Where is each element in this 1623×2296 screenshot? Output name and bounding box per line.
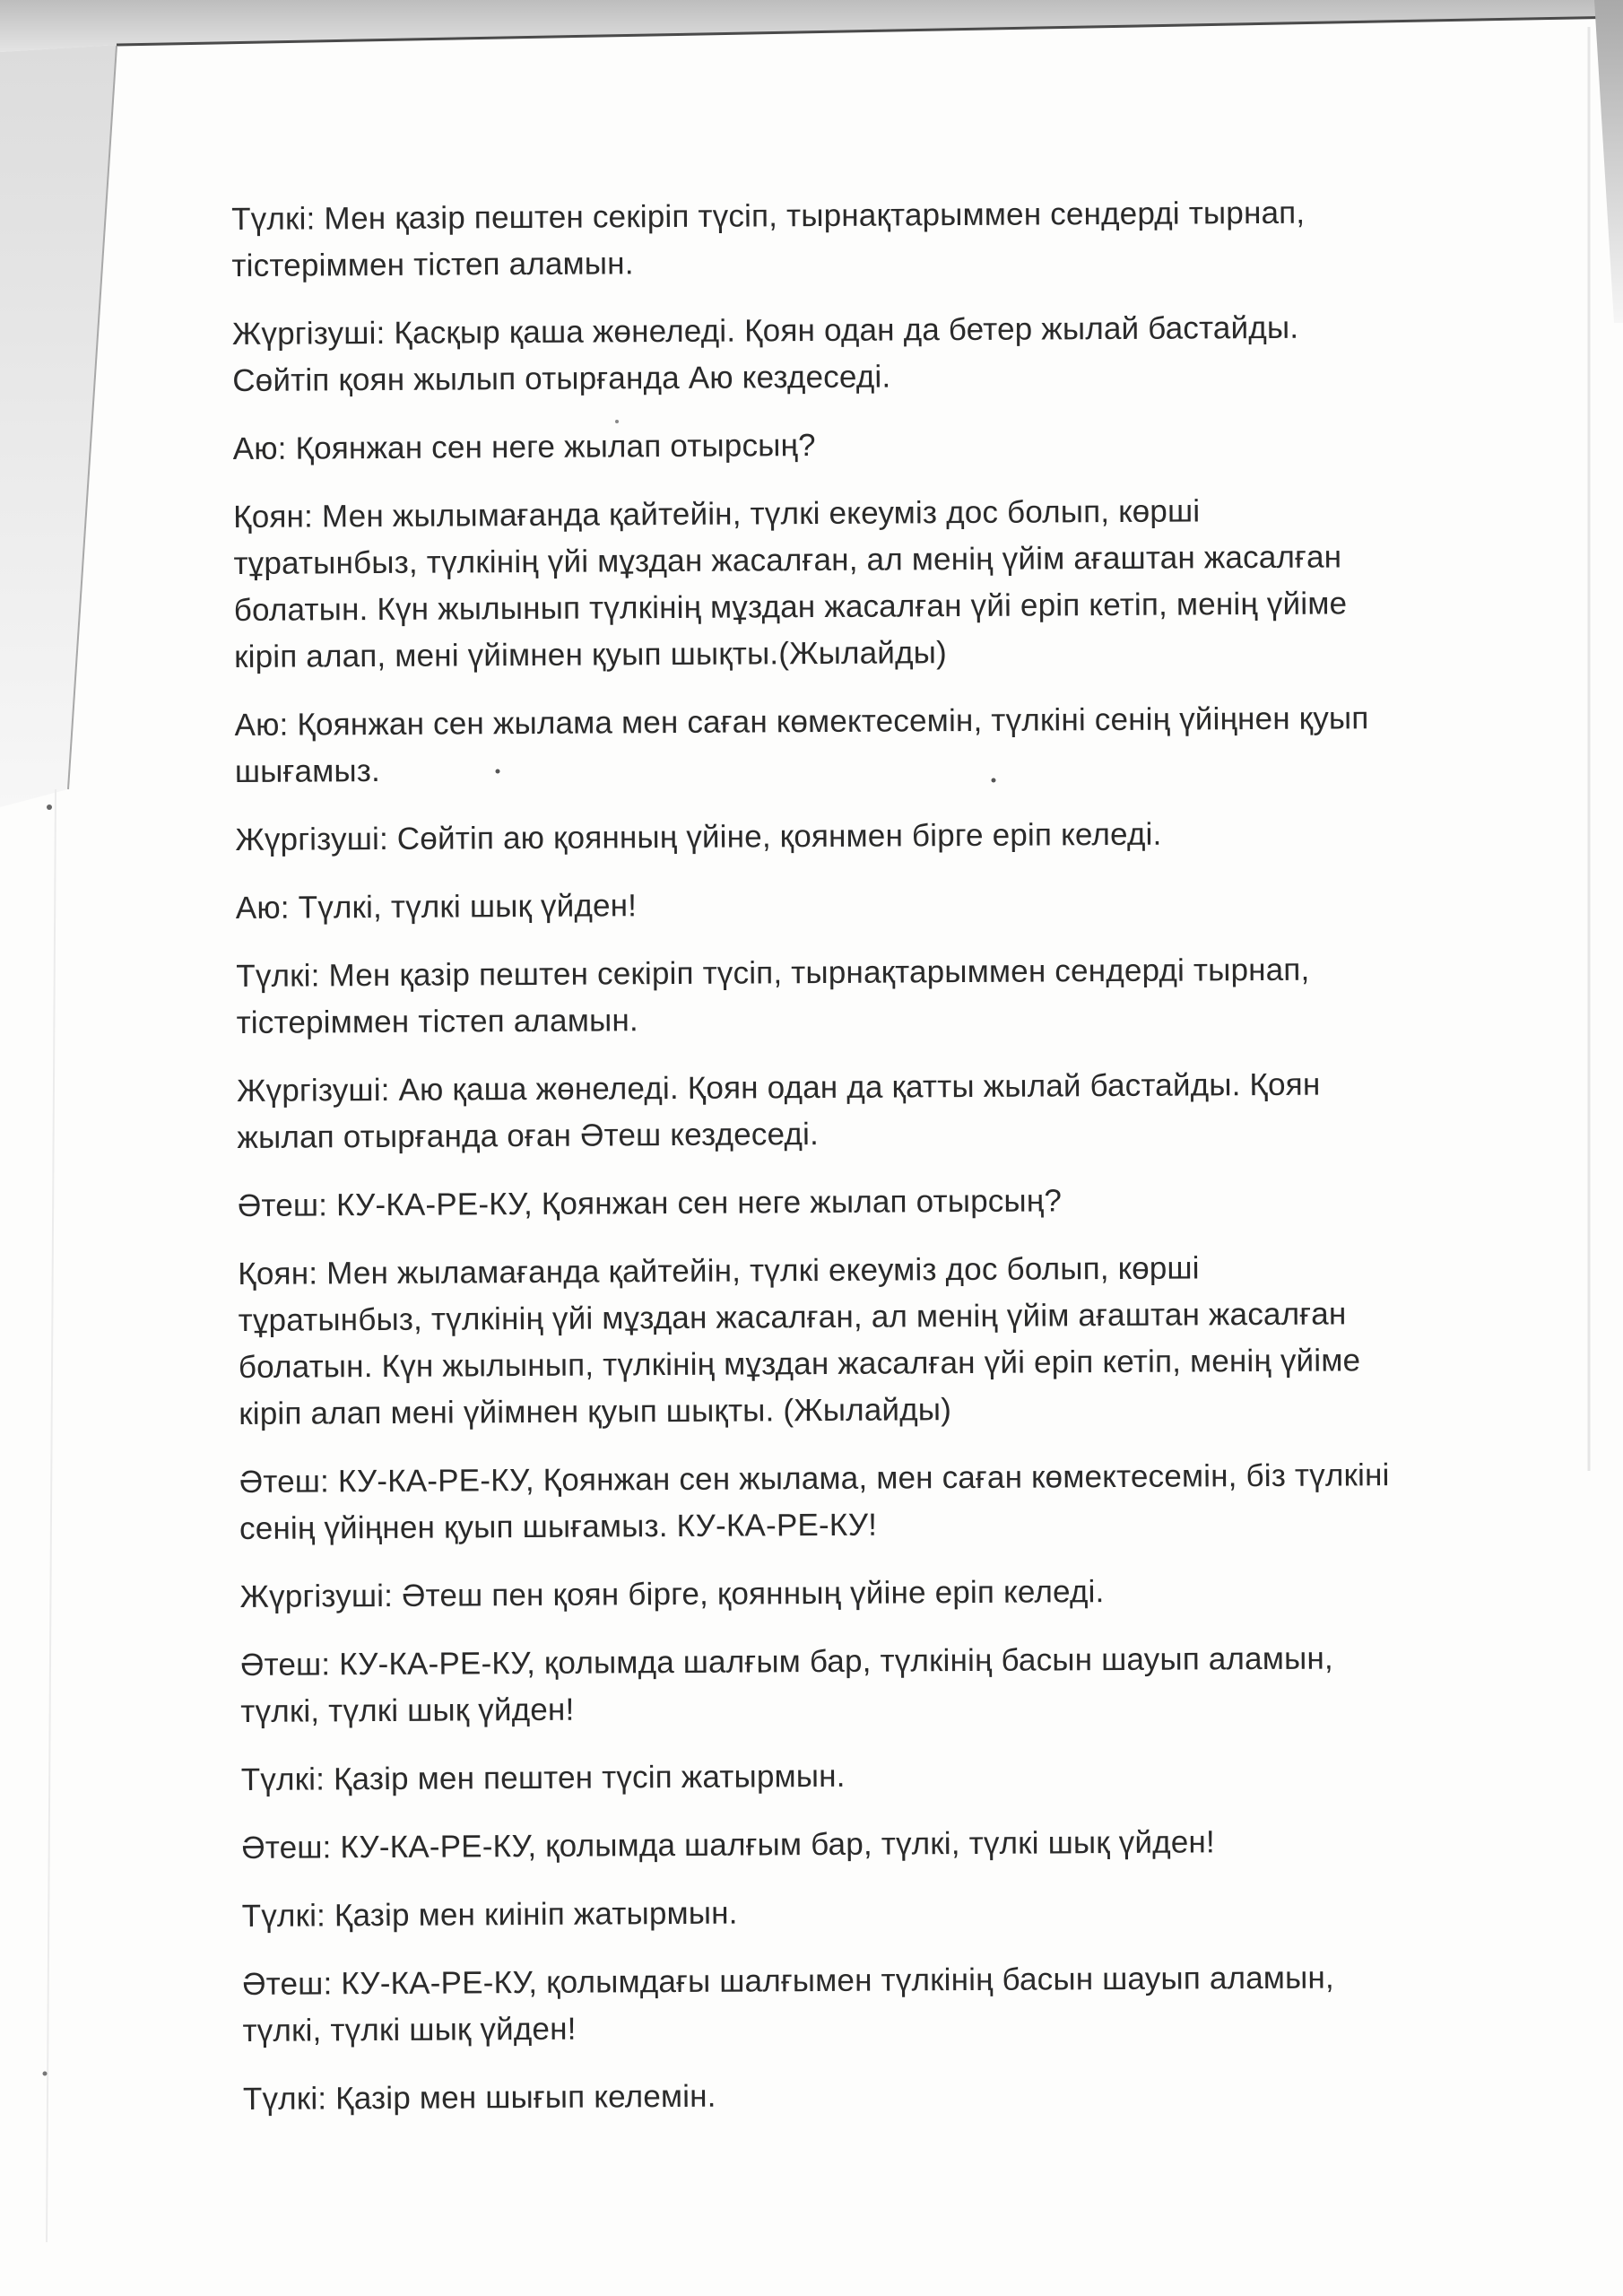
- text-line: Әтеш: КУ-КА-РЕ-КУ, Қоянжан сен жылама, мен саған көмектесемін, біз түлкіні: [239, 1457, 1390, 1500]
- text-line: болатын. Күн жылынып, түлкінің мұздан жасалған үйі еріп кетіп, менің үйіме: [238, 1343, 1361, 1385]
- dialogue-paragraph: [233, 418, 1542, 473]
- dialogue-paragraph: [238, 1243, 1548, 1438]
- text-line: тұратынбыз, түлкінің үйі мұздан жасалған, ал менің үйім ағаштан жасалған: [238, 1296, 1347, 1338]
- text-line: тұратынбыз, түлкінің үйі мұздан жасалған, ал менің үйім ағаштан жасалған: [233, 539, 1342, 581]
- text-line: тістеріммен тістеп аламын.: [236, 1003, 638, 1040]
- dialogue-paragraph: [237, 1060, 1547, 1161]
- text-line: Түлкі: Қазір мен пештен түсіп жатырмын.: [240, 1758, 846, 1797]
- text-line: Аю: Қоянжан сен жылама мен саған көмектесемін, түлкіні сенің үйіңнен қуып: [234, 700, 1369, 743]
- text-line: Аю: Түлкі, түлкі шық үйден!: [235, 888, 638, 926]
- text-line: Жүргізуші: Әтеш пен қоян бірге, қоянның үйіне еріп келеді.: [239, 1574, 1105, 1614]
- dialogue-paragraph: [241, 1817, 1550, 1872]
- dialogue-paragraph: [232, 303, 1542, 404]
- dialogue-paragraph: [236, 945, 1546, 1047]
- dialogue-paragraph: [240, 1634, 1550, 1735]
- text-line: шығамыз.: [234, 752, 381, 789]
- text-line: Аю: Қоянжан сен неге жылап отырсың?: [232, 428, 816, 466]
- text-line: Түлкі: Қазір мен киініп жатырмын.: [241, 1895, 738, 1934]
- text-line: болатын. Күн жылынып түлкінің мұздан жасалған үйі еріп кетіп, менің үйіме: [233, 586, 1348, 628]
- text-line: кіріп алап мені үйімнен қуып шықты. (Жылайды): [239, 1392, 952, 1431]
- text-line: Жүргізуші: Сөйтіп аю қоянның үйіне, қоянмен бірге еріп келеді.: [235, 816, 1162, 857]
- text-line: тістеріммен тістеп аламын.: [231, 246, 634, 283]
- text-line: Сөйтіп қоян жылып отырғанда Аю кездеседі.: [232, 359, 891, 398]
- text-line: Түлкі: Мен қазір пештен секіріп түсіп, тырнақтарыммен сендерді тырнап,: [236, 952, 1310, 994]
- dialogue-paragraph: [242, 1885, 1551, 1940]
- text-line: Әтеш: КУ-КА-РЕ-КУ, қолымда шалғым бар, түлкінің басын шауып аламын,: [239, 1640, 1333, 1683]
- dialogue-paragraph: [241, 1749, 1550, 1804]
- text-line: Қоян: Мен жыламағанда қайтейін, түлкі екеуміз дос болып, көрші: [238, 1250, 1200, 1292]
- dialogue-paragraph: [235, 809, 1544, 864]
- dialogue-text: [231, 188, 1552, 2144]
- text-line: Әтеш: КУ-КА-РЕ-КУ, қолымдағы шалғымен түлкінің басын шауып аламын,: [242, 1960, 1335, 2002]
- text-line: Түлкі: Мен қазір пештен секіріп түсіп, тырнақтарыммен сендерді тырнап,: [231, 195, 1306, 237]
- dialogue-paragraph: [239, 1451, 1549, 1552]
- dialogue-paragraph: [243, 2068, 1552, 2123]
- text-line: түлкі, түлкі шық үйден!: [242, 2011, 577, 2048]
- text-line: жылап отырғанда оған Әтеш кездеседі.: [237, 1117, 820, 1155]
- dialogue-paragraph: [233, 486, 1543, 681]
- dialogue-paragraph: [238, 1175, 1547, 1230]
- text-line: Жүргізуші: Аю қаша жөнеледі. Қоян одан да қатты жылай бастайды. Қоян: [236, 1066, 1321, 1109]
- text-line: Жүргізуші: Қасқыр қаша жөнеледі. Қоян одан да бетер жылай бастайды.: [231, 309, 1299, 352]
- text-line: Әтеш: КУ-КА-РЕ-КУ, Қоянжан сен неге жылап отырсың?: [237, 1183, 1063, 1223]
- text-line: сенің үйіңнен қуып шығамыз. КУ-КА-РЕ-КУ!: [239, 1507, 878, 1546]
- text-line: Түлкі: Қазір мен шығып келемін.: [242, 2078, 716, 2117]
- text-line: Әтеш: КУ-КА-РЕ-КУ, қолымда шалғым бар, түлкі, түлкі шық үйден!: [241, 1824, 1216, 1866]
- dialogue-paragraph: [231, 188, 1541, 290]
- dialogue-paragraph: [236, 877, 1545, 932]
- dialogue-paragraph: [234, 694, 1544, 796]
- text-line: Қоян: Мен жылымағанда қайтейін, түлкі екеуміз дос болып, көрші: [233, 493, 1201, 535]
- dialogue-paragraph: [239, 1566, 1549, 1621]
- dialogue-paragraph: [242, 1953, 1552, 2055]
- text-line: түлкі, түлкі шық үйден!: [240, 1692, 575, 1729]
- text-line: кіріп алап, мені үйімнен қуып шықты.(Жылайды): [234, 635, 948, 674]
